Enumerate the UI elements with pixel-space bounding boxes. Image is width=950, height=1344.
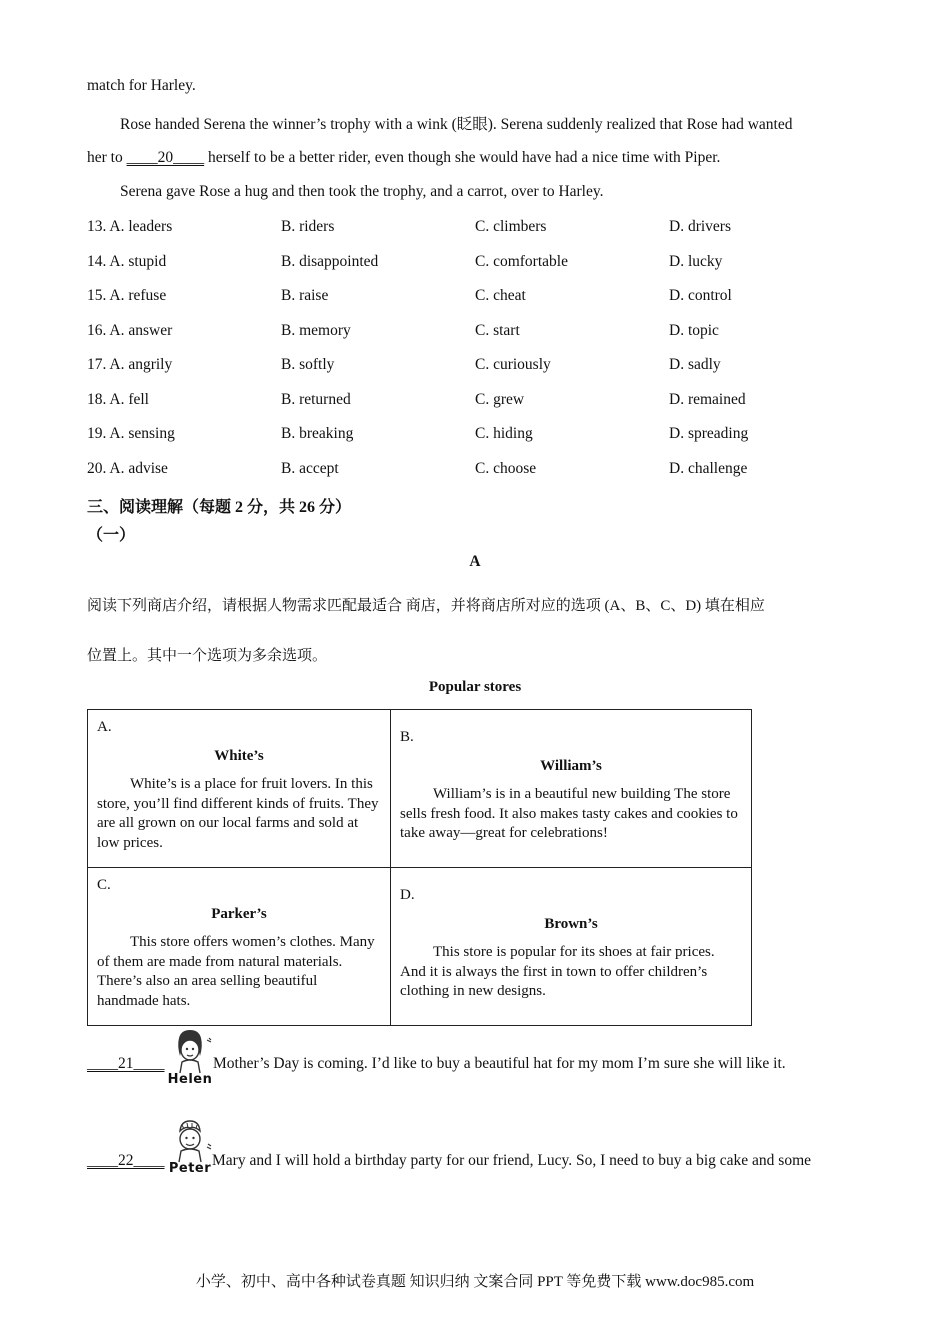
option-c: C. cheat <box>475 287 526 304</box>
avatar-name: Peter <box>168 1161 212 1176</box>
table-title: Popular stores <box>428 679 522 695</box>
option-d: D. drivers <box>669 218 731 235</box>
question-text: Mother’s Day is coming. I’d like to buy a beautiful hat for my mom I’m sure she will like it. <box>213 1055 786 1072</box>
option-b: B. returned <box>281 391 351 408</box>
option-c: C. grew <box>475 391 525 408</box>
option-b: B. raise <box>281 287 329 304</box>
passage-line: match for Harley. <box>87 77 196 94</box>
option-c: C. choose <box>475 460 537 477</box>
page-footer: 小学、初中、高中各种试卷真题 知识归纳 文案合同 PPT 等免费下载 www.doc985.com <box>195 1274 755 1290</box>
instruction-line: 阅读下列商店介绍，请根据人物需求匹配最适合 商店，并将商店所对应的选项 (A、B、C、D) 填在相应 <box>87 598 765 614</box>
option-c: C. curiously <box>475 356 551 373</box>
stores-table <box>87 709 752 1026</box>
passage-text: her to <box>87 149 127 166</box>
option-a: 15. A. refuse <box>87 287 167 304</box>
subsection-heading: （一） <box>87 527 136 544</box>
option-d: D. spreading <box>669 425 749 442</box>
store-cell-d <box>391 868 752 1026</box>
option-d: D. control <box>669 287 732 304</box>
option-row <box>87 356 867 376</box>
passage-line: Serena gave Rose a hug and then took the trophy, and a carrot, over to Harley. <box>120 183 604 200</box>
boy-cartoon-icon <box>167 1117 213 1163</box>
passage-text: herself to be a better rider, even though she would have had a nice time with Piper. <box>204 149 721 166</box>
option-row <box>87 460 867 480</box>
avatar-name: Helen <box>167 1072 213 1087</box>
answer-blank-21: ____21____ <box>87 1055 165 1072</box>
passage-line: Rose handed Serena the winner’s trophy with a wink (眨眼). Serena suddenly realized that Rose had wanted <box>120 116 793 133</box>
option-b: B. softly <box>281 356 335 373</box>
store-cell-a <box>88 710 391 868</box>
store-letter: D. <box>400 887 415 903</box>
option-d: D. challenge <box>669 460 748 477</box>
option-row <box>87 322 867 342</box>
option-c: C. hiding <box>475 425 533 442</box>
option-row <box>87 218 867 238</box>
instruction-line: 位置上。其中一个选项为多余选项。 <box>87 648 328 664</box>
option-a: 16. A. answer <box>87 322 173 339</box>
option-d: D. lucky <box>669 253 723 270</box>
option-row <box>87 391 867 411</box>
part-label: A <box>469 553 481 570</box>
option-d: D. topic <box>669 322 719 339</box>
store-letter: B. <box>400 729 414 745</box>
store-cell-b <box>391 710 752 868</box>
option-b: B. breaking <box>281 425 354 442</box>
store-cell-c <box>88 868 391 1026</box>
option-a: 13. A. leaders <box>87 218 173 235</box>
option-a: 17. A. angrily <box>87 356 173 373</box>
helen-avatar <box>167 1028 213 1090</box>
option-b: B. accept <box>281 460 339 477</box>
store-letter: A. <box>97 719 112 735</box>
girl-cartoon-icon <box>167 1028 213 1074</box>
option-a: 19. A. sensing <box>87 425 175 442</box>
store-name: William’s <box>540 757 602 774</box>
option-d: D. remained <box>669 391 746 408</box>
option-b: B. disappointed <box>281 253 379 270</box>
option-c: C. climbers <box>475 218 547 235</box>
store-letter: C. <box>97 877 111 893</box>
option-c: C. comfortable <box>475 253 568 270</box>
store-name: Brown’s <box>544 915 598 932</box>
answer-blank-22: ____22____ <box>87 1152 165 1169</box>
option-d: D. sadly <box>669 356 721 373</box>
option-a: 20. A. advise <box>87 460 168 477</box>
option-a: 18. A. fell <box>87 391 149 408</box>
store-name: White’s <box>214 747 264 764</box>
option-row <box>87 287 867 307</box>
option-a: 14. A. stupid <box>87 253 167 270</box>
option-c: C. start <box>475 322 520 339</box>
option-b: B. riders <box>281 218 335 235</box>
store-description: William’s is in a beautiful new building The store sells fresh food. It also makes tasty cakes and cookies to take away—great for celebrations! <box>400 786 738 841</box>
option-b: B. memory <box>281 322 351 339</box>
store-name: Parker’s <box>211 905 267 922</box>
passage-line <box>87 149 720 167</box>
option-row <box>87 425 867 445</box>
section-heading: 三、阅读理解（每题 2 分，共 26 分） <box>87 499 352 516</box>
peter-avatar <box>167 1117 213 1179</box>
answer-blank-20: ____20____ <box>126 149 205 166</box>
store-description: This store offers women’s clothes. Many of them are made from natural materials. There’s also an area selling beautiful handmade hats. <box>97 934 375 1009</box>
store-description: White’s is a place for fruit lovers. In this store, you’ll find different kinds of fruits. They are all grown on our local farms and sold at low prices. <box>97 776 379 851</box>
option-row <box>87 253 867 273</box>
question-text: Mary and I will hold a birthday party for our friend, Lucy. So, I need to buy a big cake and some <box>212 1152 812 1169</box>
store-description: This store is popular for its shoes at fair prices. And it is always the first in town to offer children’s clothing in new designs. <box>400 944 715 999</box>
